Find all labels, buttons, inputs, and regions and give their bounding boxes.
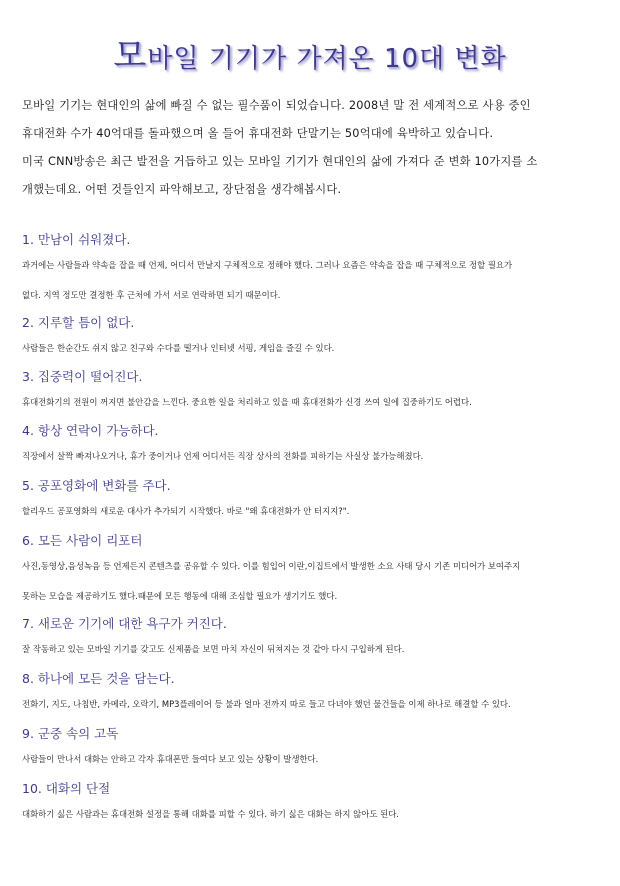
intro-line: 모바일 기기는 현대인의 삶에 빠질 수 없는 필수품이 되었습니다. 2008년 말 전 세계적으로 사용 중인 <box>22 99 531 112</box>
section-7 <box>22 614 612 664</box>
section-body <box>22 551 612 611</box>
body-line: 잘 작동하고 있는 모바일 기기를 갖고도 신제품을 보면 마치 자신이 뒤쳐지는 것 같아 다시 구입하게 된다. <box>22 644 405 654</box>
intro-paragraph <box>22 92 607 204</box>
section-title: 4. 항상 연락이 가능하다. <box>22 423 159 438</box>
section-5 <box>22 476 612 526</box>
body-line: 과거에는 사람들과 약속을 잡을 때 언제, 어디서 만날지 구체적으로 정해야 했다. 그러나 요즘은 약속을 잡을 때 구체적으로 정할 필요가 <box>22 260 513 270</box>
section-body <box>22 387 612 417</box>
section-body <box>22 333 612 363</box>
body-line: 없다. 지역 정도만 결정한 후 근처에 가서 서로 연락하면 되기 때문이다. <box>22 290 281 300</box>
section-title: 10. 대화의 단절 <box>22 781 111 796</box>
section-4 <box>22 421 612 471</box>
section-body <box>22 744 612 774</box>
section-2 <box>22 313 612 363</box>
body-line: 휴대전화기의 전원이 꺼지면 불안감을 느낀다. 중요한 일을 처리하고 있을 때 휴대전화가 신경 쓰여 일에 집중하기도 어렵다. <box>22 397 472 407</box>
body-line: 사람들이 만나서 대화는 안하고 각자 휴대폰만 들여다 보고 있는 상황이 발생한다. <box>22 754 319 764</box>
section-1 <box>22 230 612 310</box>
intro-line: 미국 CNN방송은 최근 발전을 거듭하고 있는 모바일 기기가 현대인의 삶에 가져다 준 변화 10가지를 소 <box>22 155 538 168</box>
title-first-char: 모 <box>113 36 148 76</box>
section-body <box>22 634 612 664</box>
body-line: 사람들은 한순간도 쉬지 않고 친구와 수다를 떨거나 인터넷 서핑, 게임을 즐길 수 있다. <box>22 343 335 353</box>
section-8 <box>22 669 612 719</box>
body-line: 할리우드 공포영화의 새로운 대사가 추가되기 시작했다. 바로 "왜 휴대전화가 안 터지지?". <box>22 506 350 516</box>
title-rest: 바일 기기가 가져온 10대 변화 <box>147 44 507 74</box>
section-title: 9. 군중 속의 고독 <box>22 726 119 741</box>
section-title: 2. 지루할 틈이 없다. <box>22 315 135 330</box>
section-body <box>22 689 612 719</box>
section-body <box>22 799 612 829</box>
body-line: 못하는 모습을 제공하기도 했다.때문에 모든 행동에 대해 조심할 필요가 생기기도 했다. <box>22 591 338 601</box>
section-3 <box>22 367 612 417</box>
body-line: 전화기, 지도, 나침반, 카메라, 오락기, MP3플레이어 등 불과 얼마 전까지 따로 들고 다녀야 했던 물건들을 이제 하나로 해결할 수 있다. <box>22 699 511 709</box>
body-line: 사진,동영상,음성녹음 등 언제든지 콘텐츠를 공유할 수 있다. 이를 힘입어 이란,이집트에서 발생한 소요 사태 당시 기존 미디어가 보여주지 <box>22 561 521 571</box>
body-line: 직장에서 살짝 빠져나오거나, 휴가 중이거나 언제 어디서든 직장 상사의 전화를 피하기는 사실상 불가능해졌다. <box>22 451 424 461</box>
page-title <box>0 28 620 77</box>
intro-line: 휴대전화 수가 40억대를 돌파했으며 올 들어 휴대전화 단말기는 50억대에 육박하고 있습니다. <box>22 127 494 140</box>
section-body <box>22 250 612 310</box>
section-title: 7. 새로운 기기에 대한 욕구가 커진다. <box>22 616 227 631</box>
section-9 <box>22 724 612 774</box>
section-body <box>22 496 612 526</box>
section-body <box>22 441 612 471</box>
section-title: 8. 하나에 모든 것을 담는다. <box>22 671 175 686</box>
intro-line: 개했는데요. 어떤 것들인지 파악해보고, 장단점을 생각해봅시다. <box>22 183 342 196</box>
body-line: 대화하기 싫은 사람과는 휴대전화 설정을 통해 대화를 피할 수 있다. 하기 싫은 대화는 하지 않아도 된다. <box>22 809 399 819</box>
section-title: 1. 만남이 쉬워졌다. <box>22 232 131 247</box>
section-6 <box>22 531 612 611</box>
section-title: 6. 모든 사람이 리포터 <box>22 533 143 548</box>
section-title: 3. 집중력이 떨어진다. <box>22 369 143 384</box>
section-10 <box>22 779 612 829</box>
section-title: 5. 공포영화에 변화를 주다. <box>22 478 171 493</box>
